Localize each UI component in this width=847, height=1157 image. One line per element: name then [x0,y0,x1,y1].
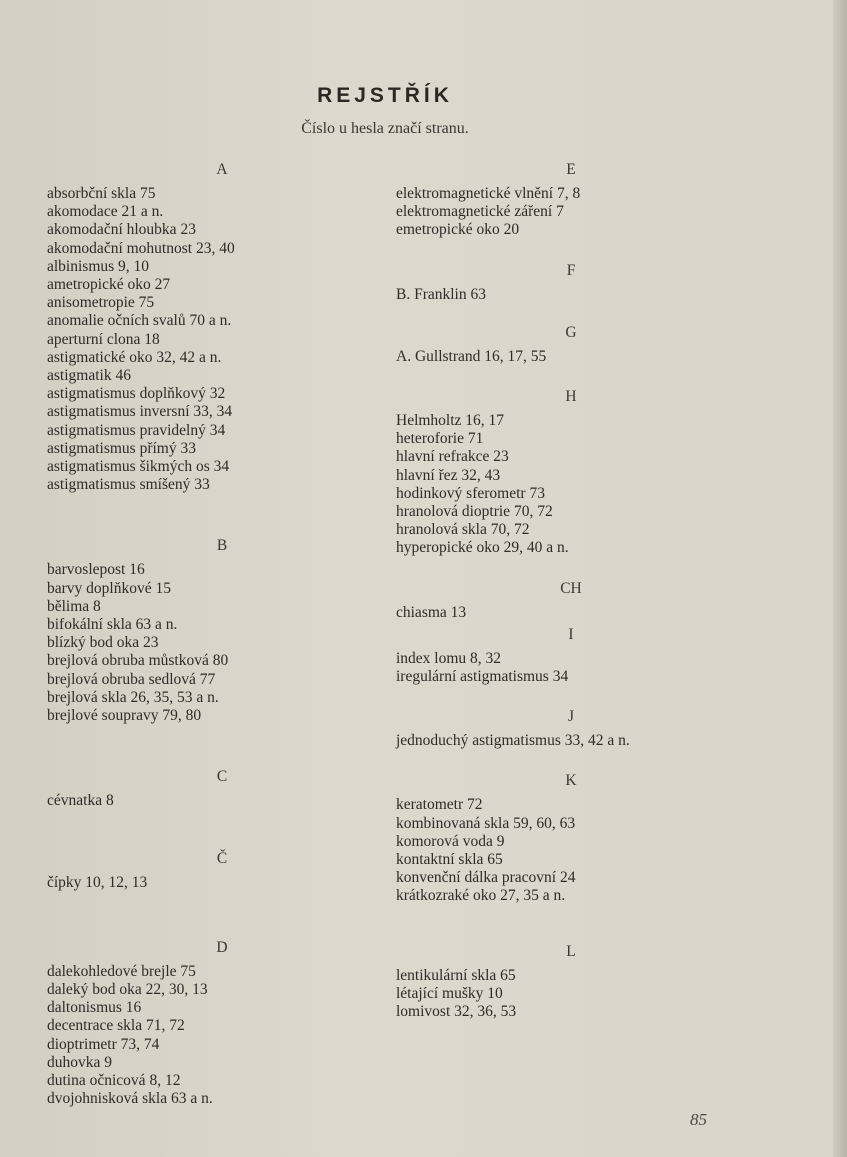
section-letter: K [565,772,577,790]
index-entry: barvy doplňkové 15 [47,579,171,597]
index-entry: jednoduchý astigmatismus 33, 42 a n. [396,732,630,750]
index-entry: kontaktní skla 65 [396,851,503,869]
index-entry: elektromagnetické záření 7 [396,203,564,221]
index-section [396,388,736,558]
section-letter: C [216,768,228,786]
index-entry: astigmatismus přímý 33 [47,439,196,457]
index-entry: B. Franklin 63 [396,285,486,303]
index-entry: kombinovaná skla 59, 60, 63 [396,814,576,832]
index-entry: astigmatické oko 32, 42 a n. [47,348,222,366]
index-entry: brejlová obruba můstková 80 [47,652,229,670]
index-entry: astigmatismus doplňkový 32 [47,385,226,403]
section-letter: D [216,938,228,956]
index-entry: iregulární astigmatismus 34 [396,668,569,686]
index-entry: brejlová obruba sedlová 77 [47,670,216,688]
index-entry: bifokální skla 63 a n. [47,616,178,634]
index-entry: dutina očnicová 8, 12 [47,1071,181,1089]
index-entry: albinismus 9, 10 [47,257,150,275]
index-section [396,772,736,905]
index-entry: konvenční dálka pracovní 24 [396,869,576,887]
section-letter: B [216,537,228,555]
page-edge [833,0,847,1157]
index-entry: čípky 10, 12, 13 [47,874,148,892]
index-entry: emetropické oko 20 [396,221,520,239]
index-entry: barvoslepost 16 [47,561,145,579]
index-entry: hodinkový sferometr 73 [396,484,545,502]
index-entry: absorbční skla 75 [47,185,156,202]
index-entry: duhovka 9 [47,1053,113,1071]
section-letter: E [566,161,576,178]
index-entry: hlavní řez 32, 43 [396,466,501,484]
index-entry: elektromagnetické vlnění 7, 8 [396,185,581,202]
index-section [396,580,736,622]
index-section [47,537,387,725]
index-entry: astigmatismus inversní 33, 34 [47,403,233,421]
index-entry: astigmatismus pravidelný 34 [47,421,226,439]
page-title: REJSTŘÍK [317,84,453,107]
index-entry: aperturní clona 18 [47,330,160,348]
index-entry: akomodační hloubka 23 [47,221,196,239]
index-entry: lomivost 32, 36, 53 [396,1003,517,1021]
index-section [47,161,387,494]
index-entry: anomalie očních svalů 70 a n. [47,312,232,330]
index-section [396,626,736,686]
section-letter: L [566,942,576,960]
index-entry: daleký bod oka 22, 30, 13 [47,980,208,998]
index-entry: dvojohnisková skla 63 a n. [47,1090,213,1108]
index-section [396,161,736,240]
index-entry: astigmatismus šikmých os 34 [47,458,230,476]
section-letter: G [565,323,577,341]
index-entry: hranolová dioptrie 70, 72 [396,503,553,521]
index-section [396,708,736,750]
section-letter: Č [216,850,228,868]
section-letter: I [568,625,574,643]
index-entry: A. Gullstrand 16, 17, 55 [396,347,547,365]
index-section [47,850,387,892]
section-letter: H [565,388,577,406]
right-column [396,161,736,1021]
index-entry: brejlové soupravy 79, 80 [47,707,202,725]
index-entry: astigmatismus smíšený 33 [47,476,210,494]
page-number: 85 [690,1110,707,1129]
index-entry: krátkozraké oko 27, 35 a n. [396,887,566,905]
section-letter: CH [560,579,582,597]
index-entry: létající mušky 10 [396,984,503,1002]
index-entry: daltonismus 16 [47,999,142,1017]
left-column [47,161,387,1108]
index-entry: hranolová skla 70, 72 [396,521,530,539]
index-entry: hlavní refrakce 23 [396,448,509,466]
page-subtitle: Číslo u hesla značí stranu. [301,120,469,137]
index-entry: chiasma 13 [396,603,467,621]
index-entry: ametropické oko 27 [47,276,171,294]
index-entry: blízký bod oka 23 [47,634,159,652]
index-entry: cévnatka 8 [47,792,114,810]
index-entry: komorová voda 9 [396,832,505,850]
index-entry: dalekohledové brejle 75 [47,962,196,980]
index-entry: bělima 8 [47,597,101,615]
index-entry: dioptrimetr 73, 74 [47,1035,160,1053]
index-entry: lentikulární skla 65 [396,966,516,984]
section-letter: J [567,708,575,726]
index-section [396,262,736,304]
index-entry: akomodační mohutnost 23, 40 [47,239,235,257]
index-section [47,939,387,1109]
index-entry: keratometr 72 [396,796,483,814]
index-entry: akomodace 21 a n. [47,203,164,221]
index-entry: Helmholtz 16, 17 [396,412,505,430]
index-entry: anisometropie 75 [47,294,155,312]
index-section [396,324,736,366]
index-section [396,943,736,1022]
index-entry: decentrace skla 71, 72 [47,1017,185,1035]
index-entry: astigmatik 46 [47,367,131,385]
index-entry: heteroforie 71 [396,430,484,448]
index-entry: index lomu 8, 32 [396,649,502,667]
index-section [47,768,387,810]
section-letter: A [216,161,228,178]
index-entry: brejlová skla 26, 35, 53 a n. [47,688,219,706]
section-letter: F [566,261,576,279]
index-entry: hyperopické oko 29, 40 a n. [396,539,569,557]
